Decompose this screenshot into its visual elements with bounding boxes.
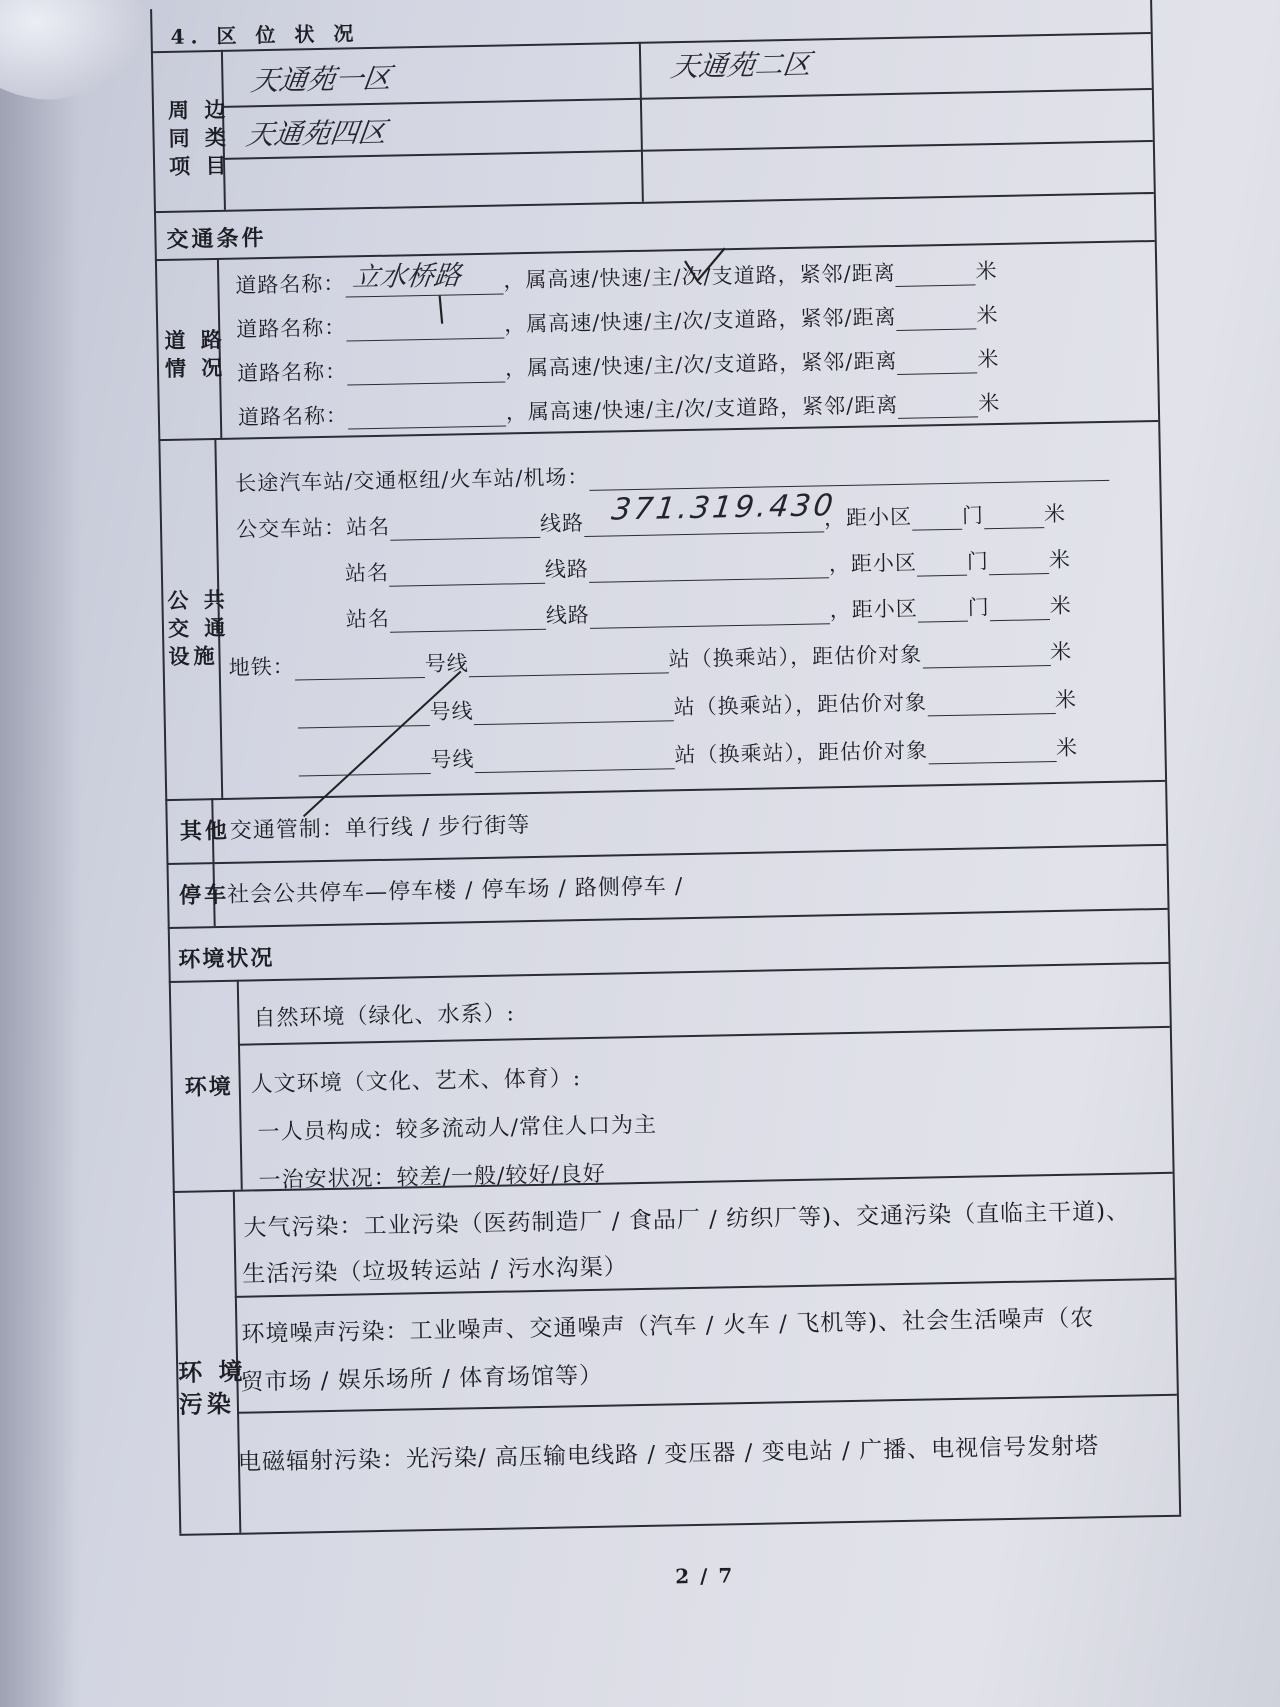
station-suffix: 站（换乘站），距估价对象 (673, 690, 928, 720)
unit-m: 米 (1048, 547, 1072, 573)
parking-text: 社会公共停车—停车楼 / 停车场 / 路侧停车 / (226, 874, 684, 908)
line-label: 号线 (429, 699, 474, 724)
dist-label: ，距小区 (823, 504, 913, 531)
pollution-label-line: 环 境 (177, 1356, 247, 1387)
traffic-header: 交通条件 (166, 225, 267, 253)
route-label: 线路 (545, 602, 591, 628)
nearby-entry-1: 天通苑一区 (249, 61, 394, 98)
road-suffix: ，属高速/快速/主/次/支道路，紧邻/距离 (503, 260, 896, 293)
unit-m: 米 (1054, 687, 1078, 712)
personnel-composition: 一人员构成：较多流动人/常住人口为主 (257, 1112, 658, 1146)
bus-routes-handwritten: 371.319.430 (609, 488, 838, 528)
subway-strike-line (301, 671, 464, 816)
road-prefix: 道路名称： (236, 359, 348, 386)
other-text: 交通管制：单行线 / 步行街等 (229, 813, 531, 844)
check-mark (685, 248, 726, 281)
nearby-label-line: 周 边 (167, 96, 230, 123)
nearby-entry-2: 天通苑二区 (669, 47, 814, 84)
roads-label-line: 道 路 (164, 326, 226, 353)
gate-label: 门 (966, 549, 990, 574)
line-label: 号线 (424, 651, 469, 677)
roads-label-line: 情 况 (164, 354, 227, 381)
unit-m: 米 (977, 346, 1000, 372)
station-suffix: 站（换乘站），距估价对象 (674, 738, 929, 768)
nearby-label-line: 同 类 (168, 124, 231, 151)
em-pollution: 电磁辐射污染：光污染/ 高压输电线路 / 变压器 / 变电站 / 广播、电视信号发射塔 (237, 1433, 1100, 1476)
public-label-line: 公 共 (167, 586, 229, 613)
route-label: 线路 (539, 510, 585, 536)
station-label: 站名 (344, 560, 390, 586)
unit-m: 米 (975, 258, 998, 284)
section-location-title: 4. 区 位 状 况 (170, 21, 360, 49)
natural-env: 自然环境（绿化、水系）: (253, 1001, 516, 1032)
page-number: 2 / 7 (675, 1563, 735, 1589)
unit-m: 米 (1049, 639, 1073, 665)
long-distance-label: 长途汽车站/交通枢纽/火车站/机场： (234, 464, 590, 496)
road-suffix: ，属高速/快速/主/次/支道路，紧邻/距离 (503, 304, 897, 337)
line-label: 号线 (430, 747, 475, 772)
cultural-env: 人文环境（文化、艺术、体育）: (250, 1066, 582, 1098)
road-suffix: ，属高速/快速/主/次/支道路，紧邻/距离 (505, 392, 899, 425)
unit-m: 米 (1055, 735, 1079, 760)
station-label: 站名 (345, 606, 391, 632)
public-label-line: 交 通 (167, 614, 230, 641)
pollution-label (178, 1356, 248, 1421)
air-pollution-2: 生活污染（垃圾转运站 / 污水沟渠） (242, 1254, 628, 1288)
gate-label: 门 (961, 503, 985, 528)
gate-label: 门 (967, 595, 990, 620)
subway-prefix: 地铁： (228, 654, 295, 680)
public-label-line: 设施 (168, 643, 219, 669)
unit-m: 米 (976, 302, 999, 328)
bus-prefix: 公交车站：站名 (235, 514, 391, 542)
road-prefix: 道路名称： (236, 315, 347, 342)
noise-pollution-2: 贸市场 / 娱乐场所 / 体育场馆等） (240, 1362, 604, 1396)
pollution-label-line: 污染 (178, 1388, 236, 1419)
route-label: 线路 (544, 556, 590, 582)
dist-label: ，距小区 (829, 596, 918, 623)
form-page (30, 0, 1259, 1589)
unit-m: 米 (1049, 593, 1072, 619)
env-label: 环境 (184, 1073, 234, 1101)
nearby-label-line: 项 目 (168, 152, 231, 179)
road-suffix: ，属高速/快速/主/次/支道路，紧邻/距离 (504, 348, 898, 381)
parking-label: 停车 (178, 881, 230, 909)
air-pollution-1: 大气污染：工业污染（医药制造厂 / 食品厂 / 纺织厂等)、交通污染（直临主干道)、 (243, 1198, 1131, 1242)
security-status: 一治安状况：较差/一般/较好/良好 (258, 1161, 607, 1194)
dist-label: ，距小区 (828, 550, 918, 577)
env-header: 环境状况 (178, 945, 275, 973)
road-stroke (440, 296, 443, 324)
noise-pollution-1: 环境噪声污染：工业噪声、交通噪声（汽车 / 火车 / 飞机等)、社会生活噪声（农 (241, 1305, 1095, 1348)
road-prefix: 道路名称： (237, 403, 349, 430)
nearby-entry-3: 天通苑四区 (244, 115, 389, 152)
station-suffix: 站（换乘站），距估价对象 (668, 642, 923, 672)
road-name-handwritten: 立水桥路 (350, 260, 463, 294)
unit-m: 米 (977, 390, 1001, 416)
other-label: 其他 (179, 817, 231, 845)
unit-m: 米 (1043, 501, 1067, 527)
road-prefix: 道路名称： (235, 271, 346, 298)
